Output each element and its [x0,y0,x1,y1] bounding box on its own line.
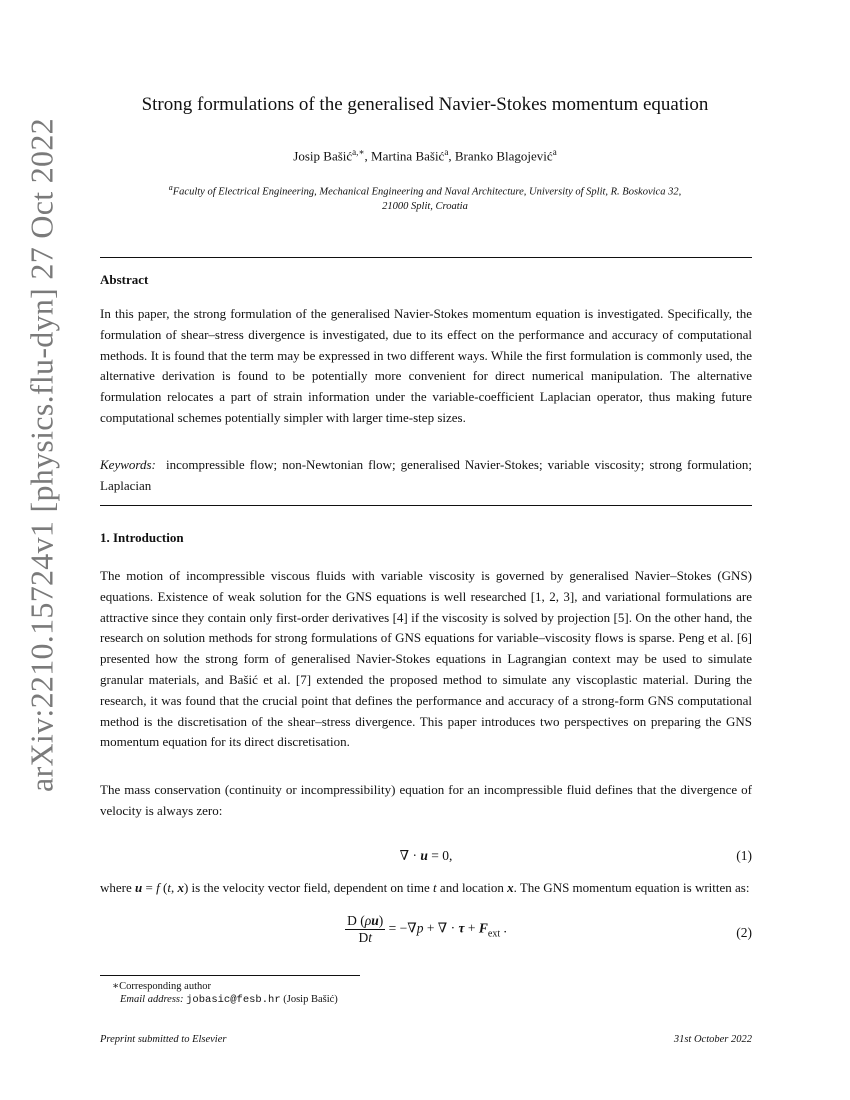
arxiv-sidebar [0,0,80,1100]
abstract-top-rule [100,257,752,258]
intro-paragraph: The motion of incompressible viscous fluids with variable viscosity is governed by generalised Navier–Stokes (GNS) equations. Existence of weak solution for the GNS equations is well researched [1, 2, 3], and variational formulations are attractive since they contain only first-order derivatives [4] if the viscosity is solved by projection [5]. On the other hand, the research on solution methods for strong formulations of GNS equations for variable–viscosity flows is sparse. Peng et al. [6] presented how the strong form of generalised Navier-Stokes equations in Lagrangian context may be used to simulate granular materials, and Bašić et al. [7] extended the proposed method to simulate any viscoplastic material. During the research, it was found that the crucial point that defines the performance and accuracy of a strong-form GNS computational method is the discretisation of the shear–stress divergence. This paper introduces two perspectives on preparing the GNS momentum equation for its direct discretisation. [100,568,752,750]
equation-number: (1) [736,848,752,863]
author-name: Branko Blagojević [454,148,553,164]
email-address[interactable]: jobasic@fesb.hr [186,994,281,1006]
author-affil-mark: a [444,147,449,157]
email-label: Email address: [120,994,184,1005]
equation-number: (2) [736,925,752,940]
email-owner: (Josip Bašić) [283,994,338,1005]
abstract-heading: Abstract [100,272,149,287]
footnote-email [120,994,338,1006]
affiliation-line: 21000 Split, Croatia [382,200,468,212]
affiliation [110,181,740,214]
affiliation-mark: a [168,183,173,192]
author-list: Josip Bašić$^{a,∗}$, Martina Bašić$^a$, Branko Blagojević$^a$ [293,147,557,164]
intro-paragraph: where u = f (t, x) is the velocity vector field, dependent on time t and location x. The GNS momentum equation is written as: [100,880,750,895]
equation-body: ∇ · u = 0, [399,848,453,863]
section-heading-introduction: 1. Introduction [100,530,184,545]
author-affil-mark: a,∗ [352,147,365,157]
footer-preprint: Preprint submitted to Elsevier [100,1034,227,1045]
author-name: Martina Bašić [371,148,445,164]
text-fragment: and location [439,880,504,895]
keywords-text: incompressible flow; non-Newtonian flow; generalised Navier-Stokes; variable viscosity; strong formulation; Laplacian [100,457,752,493]
abstract-bottom-rule [100,505,752,506]
equation-momentum [100,913,752,955]
equation-body: $\frac{D (\rho u)}{Dt}$ = −∇p + ∇ · $\tau + F_{ext}$ . [347,913,507,945]
arxiv-identifier: arXiv:2210.15724v1 [physics.flu-dyn] 27 Oct 2022 [23,118,60,792]
author-affil-mark: a [552,147,557,157]
text-fragment: where [100,880,132,895]
text-fragment: . The GNS momentum equation is written as: [513,880,750,895]
affiliation-line: Faculty of Electrical Engineering, Mechanical Engineering and Naval Architecture, University of Split, R. Boskovica 32, [172,186,682,198]
intro-paragraph: The mass conservation (continuity or incompressibility) equation for an incompressible fluid defines that the divergence of velocity is always zero: [100,782,752,818]
author-name: Josip Bašić [293,148,353,164]
material-derivative-fraction: $\frac{D (\rho u)}{Dt}$ [347,913,384,945]
footer-date: 31st October 2022 [673,1034,752,1045]
footnote-corresponding: ∗Corresponding author [112,981,211,992]
text-fragment: is the velocity vector field, dependent on time [191,880,430,895]
keywords-label: Keywords: [100,457,156,472]
footnote-rule [100,975,360,976]
paper-title: Strong formulations of the generalised Navier-Stokes momentum equation [141,94,709,115]
abstract-text: In this paper, the strong formulation of the generalised Navier-Stokes momentum equation is investigated. Specifically, the formulation of shear–stress divergence is investigated, due to its effect on the performance and accuracy of computational methods. It is found that the term may be expressed in two different ways. While the first formulation is commonly used, the alternative derivation is found to be potentially more convenient for direct numerical manipulation. The alternative formulation relocates a part of strain information under the variable-coefficient Laplacian operator, thus making future computational schemes potentially simpler with larger time-step sizes. [100,306,752,425]
keywords [100,455,752,497]
